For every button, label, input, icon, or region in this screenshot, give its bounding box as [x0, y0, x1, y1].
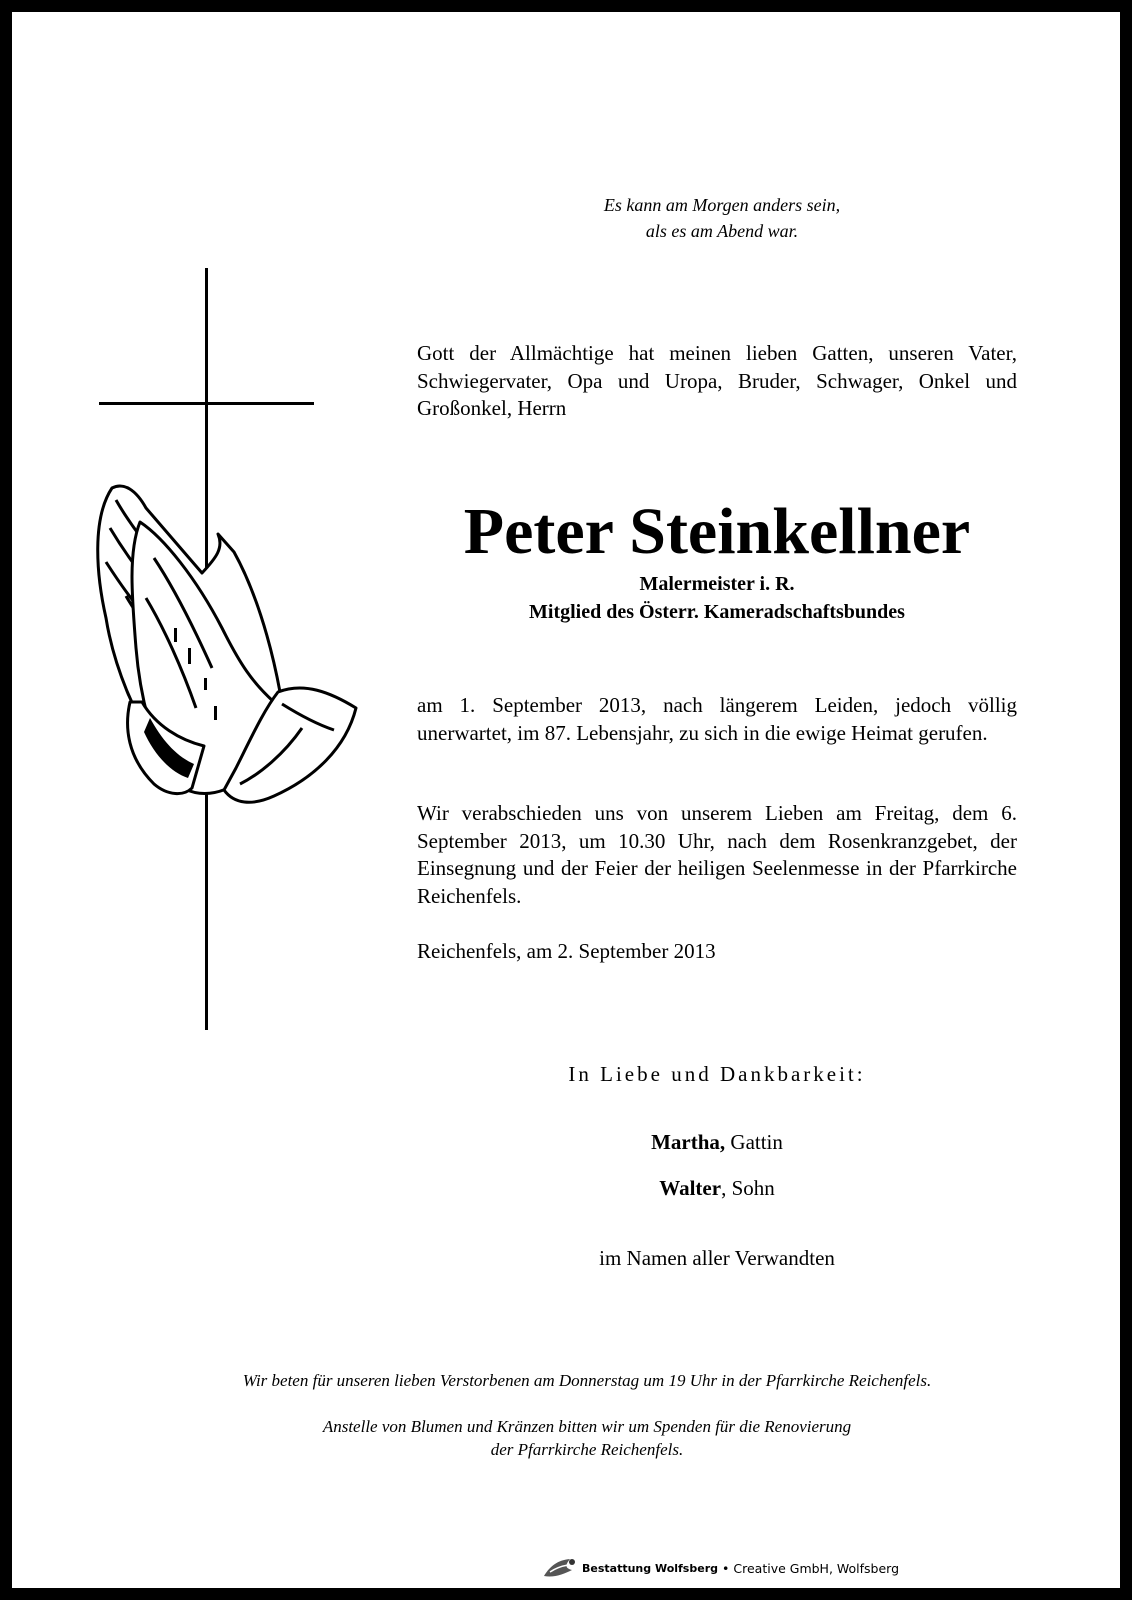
- motto-line-2: als es am Abend war.: [645, 221, 799, 241]
- mourner-name: Walter: [659, 1176, 722, 1200]
- motto-line-1: Es kann am Morgen anders sein,: [603, 195, 841, 215]
- footer: [542, 1556, 899, 1580]
- footer-company: Creative GmbH, Wolfsberg: [733, 1560, 900, 1576]
- mourner-relation: Gattin: [730, 1130, 783, 1154]
- donation-line-1: Anstelle von Blumen und Kränzen bitten wir um Spenden für die Renovierung: [322, 1417, 852, 1436]
- deceased-name: Peter Steinkellner: [463, 495, 971, 568]
- footer-brand: Bestattung Wolfsberg: [582, 1561, 718, 1575]
- thanks-line: In Liebe und Dankbarkeit:: [568, 1062, 866, 1086]
- death-text: am 1. September 2013, nach längerem Leiden, jedoch völlig unerwartet, im 87. Lebensjahr, zu sich in die ewige Heimat gerufen.: [417, 693, 1017, 745]
- mourner-2: [417, 1176, 1017, 1201]
- donation-line-2: der Pfarrkirche Reichenfels.: [490, 1440, 684, 1459]
- motto: [512, 192, 932, 244]
- prayer-note: Wir beten für unseren lieben Verstorbenen am Donnerstag um 19 Uhr in der Pfarrkirche Reichenfels.: [242, 1371, 932, 1390]
- place-date: Reichenfels, am 2. September 2013: [417, 939, 716, 963]
- deceased-title: Malermeister i. R.: [639, 573, 795, 595]
- mourner-relation: , Sohn: [721, 1176, 775, 1200]
- cross-horizontal-bar: [99, 402, 314, 405]
- obituary-page: [12, 12, 1120, 1588]
- donation-note: [112, 1415, 1062, 1461]
- mourner-name: Martha,: [651, 1130, 726, 1154]
- intro-text: Gott der Allmächtige hat meinen lieben Gatten, unseren Vater, Schwiegervater, Opa und Uropa, Bruder, Schwager, Onkel und Großonkel, Herrn: [417, 341, 1017, 420]
- funeral-text: Wir verabschieden uns von unserem Lieben am Freitag, dem 6. September 2013, um 10.30 Uhr, nach dem Rosenkranzgebet, der Einsegnung und der Feier der heiligen Seelenmesse in der Pfarrkirche Reichenfels.: [417, 801, 1017, 908]
- deceased-membership: Mitglied des Österr. Kameradschaftsbundes: [529, 601, 905, 623]
- mourner-1: [417, 1130, 1017, 1155]
- logo-icon: [542, 1556, 578, 1580]
- relatives-line: im Namen aller Verwandten: [599, 1246, 835, 1270]
- praying-hands-icon: [84, 478, 364, 818]
- footer-separator: •: [722, 1560, 730, 1576]
